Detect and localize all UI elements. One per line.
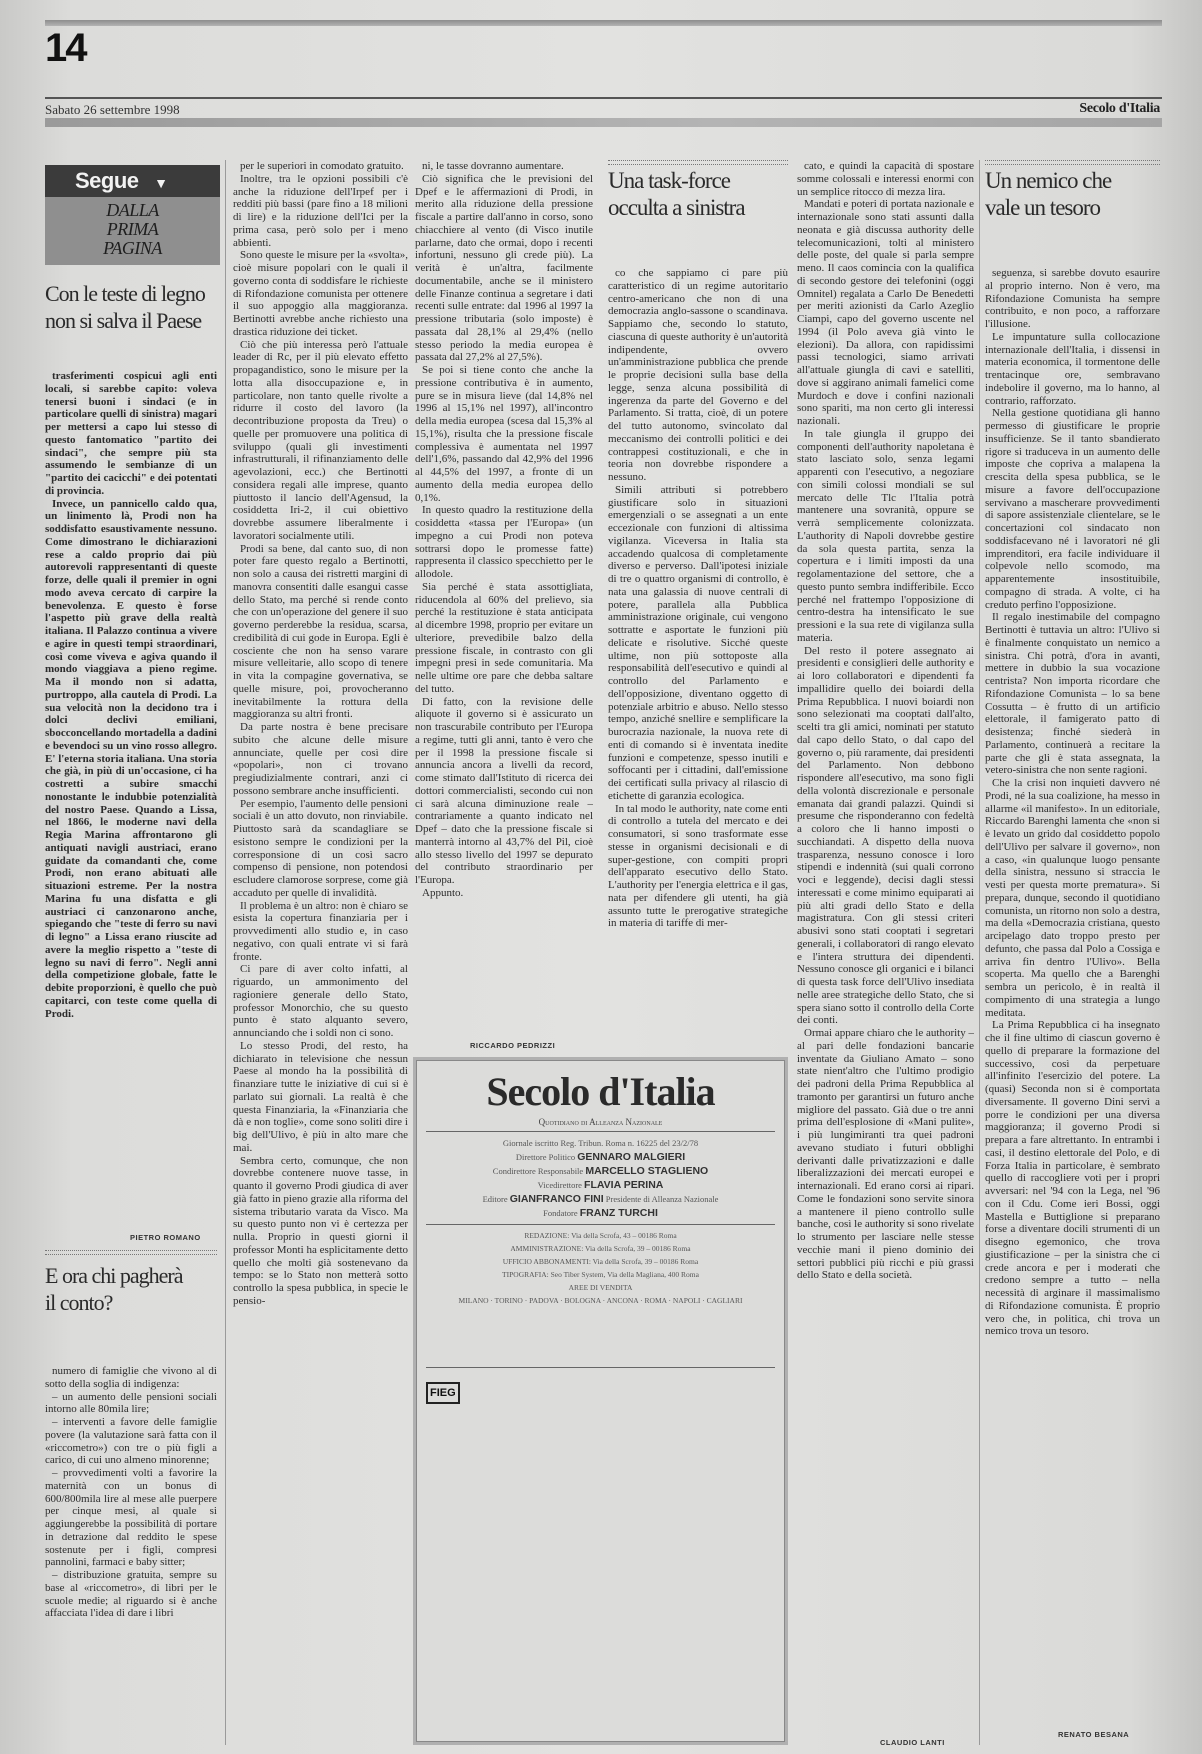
info-line: MILANO · TORINO · PADOVA · BOLOGNA · ANCONA · ROMA · NAPOLI · CAGLIARI bbox=[458, 1296, 743, 1305]
article3-body-col5 bbox=[797, 160, 974, 1737]
header-band bbox=[45, 118, 1162, 127]
paragraph: Per esempio, l'aumento delle pensioni sociali è un atto dovuto, non rinviabile. Piuttosto sarà da scandagliare se esistono sempre le condizioni per la corresponsione di un così sacro compenso di pensione, non potendosi escludere clamorose sorprese, come già accaduto per quelle di invalidità. bbox=[233, 797, 408, 899]
info-line: AMMINISTRAZIONE: Via della Scrofa, 39 – 00186 Roma bbox=[510, 1244, 691, 1253]
paragraph: Invece, un pannicello caldo qua, un linimento là, Prodi non ha soddisfatto esaustivamente nessuno. Come dimostrano le dichiarazioni rese a caldo proprio dai più autorevoli rappresentanti di queste forze, delle quali il premier in ogni modo aveva cercato di carpire la benevolenza. E questo è forse l'aspetto più grave della realtà italiana. Il Palazzo continua a vivere e agire in questi tempi straordinari, così come viveva e agiva quando il mondo viaggiava a pieno regime. Ma il mondo non si adatta, purtroppo, alla cautela di Prodi. La sua velocità non la decidono tra i dolci declivi emiliani, sbocconcellando mortadella a dadini e bevendoci su un vino rosso allegro. E' l'eterna storia italiana. Una storia che già, in più di un'occasione, ci ha costretti a subire smacchi nonostante le indubbie potenzialità del nostro Paese. Quando a Lissa, nel 1866, le moderne navi della Regia Marina affrontarono gli antiquati navigli austriaci, erano guidate da comandanti che, come Prodi, non erano abituati alle situazioni estreme. Per la nostra Marina fu una disfatta e gli austriaci ci canzonarono anche, spiegando che "teste di ferro su navi di legno" a Lissa erano riuscite ad avere la meglio rispetto a "teste di legno su navi di ferro". Negli anni della competizione globale, fatte le debite proporzioni, è quello che può capitarci, con teste come quella di Prodi. bbox=[45, 497, 217, 1020]
paragraph: Il regalo inestimabile del compagno Bertinotti è tuttavia un altro: l'Ulivo si è finalmente conquistato un nemico a sinistra. Chi potrà, d'ora in avanti, mettere in dubbio la sua vocazione centrista? Non importa ricordare che Rifondazione Comunista – lo sa bene Cossutta – è frutto di un artificio elettorale, il famigerato patto di desistenza; finché siederà in Parlamento, continuerà a recitare la parte che gli è stata assegnata, la vetero-sinistra che non sente ragioni. bbox=[985, 611, 1160, 777]
staff-line bbox=[416, 1150, 785, 1164]
staff-line bbox=[416, 1192, 785, 1206]
paragraph: ni, le tasse dovranno aumentare. bbox=[422, 160, 564, 172]
article3-headline: Una task-force occulta a sinistra bbox=[608, 168, 745, 220]
paragraph: Ciò che più interessa però l'attuale leader di Rc, per il più elevato effetto propagandistico, sono le misure per la lotta alla disoccupazione e, in particolare, non tanto quelle rivolte a ridurre il costo del lavoro (la decontribuzione proposta da Treu) o quelle per promuovere una politica di sviluppo (quali gli investimenti infrastrutturali, il rifinanziamento delle agevolazioni, ecc.) che Bertinotti considera regali alle imprese, quanto piuttosto il lancio dell'Agensud, la cosiddetta Iri-2, il cui obiettivo dovrebbe assumere liberalmente i lavoratori socialmente utili. bbox=[233, 338, 408, 542]
paragraph: Nella gestione quotidiana gli hanno permesso di giustificare le proprie insufficienze. Se il tanto sbandierato rigore si traduceva in un aumento delle imposte che copriva a malapena la crescita della spesa pubblica, se le misure a favore dell'occupazione servivano a mascherare provvedimenti di sapore assistenziale clientelare, se le concertazioni col sindacato non soddisfacevano né i lavoratori né gli imprenditori, era facile individuare il colpevole nello scomodo, ma apparentemente insostituibile, compagno di strada. A volte, ci ha creduto perfino l'opposizione. bbox=[985, 407, 1160, 611]
staff-role: Condirettore Responsabile bbox=[492, 1166, 584, 1176]
info-line: UFFICIO ABBONAMENTI: Via della Scrofa, 39 – 00186 Roma bbox=[502, 1257, 699, 1266]
masthead-title: Secolo d'Italia bbox=[486, 1069, 715, 1114]
paragraph: co che sappiamo ci pare più caratteristico di un regime autoritario centro-americano che non di una democrazia anglo-sassone o scandinava. Sappiamo che, secondo lo statuto, ciascuna di queste authority è un'autorità indipendente, ovvero un'amministrazione pubblica che prende le proprie decisioni sulla base della legge, senza alcuna possibilità di ingerenza da parte del Governo e del Parlamento. Si tratta, cioè, di un potere del tutto autonomo, svincolato dal meccanismo dei controlli politici e dei contrappesi costituzionali, e che in teoria non dovrebbe rispondere a nessuno. bbox=[608, 267, 788, 483]
article3-byline: CLAUDIO LANTI bbox=[880, 1738, 945, 1747]
article2-headline: E ora chi pagherà il conto? bbox=[45, 1263, 183, 1315]
paragraph: seguenza, si sarebbe dovuto esaurire al proprio interno. Non è vero, ma Rifondazione Comunista ha sempre contribuito, e non poco, a rafforzare l'illusione. bbox=[985, 267, 1160, 330]
staff-line bbox=[416, 1206, 785, 1220]
masthead-box bbox=[413, 1057, 788, 1745]
divider bbox=[985, 160, 1160, 165]
article2-byline: RICCARDO PEDRIZZI bbox=[470, 1041, 556, 1050]
paragraph: per le superiori in comodato gratuito. bbox=[240, 160, 404, 172]
paragraph: Ciò significa che le previsioni del Dpef e le affermazioni di Prodi, in merito alla riduzione della pressione fiscale a partire dall'anno in corso, sono chiacchiere al vento (di Visco inutile parlarne, dato che ormai, dopo i recenti infortuni, nessuno gli crede più). La verità è un'altra, facilmente documentabile, anche se il ministero delle Finanze continua a segretare i dati recenti sulle entrate: dal 1996 al 1997 la pressione tributaria (solo imposte) è passata dal 28,1% al 29,4% (nello stesso periodo la media europea è passata dal 27,2% al 27,5%). bbox=[415, 172, 593, 364]
paragraph: Appunto. bbox=[422, 886, 464, 899]
segue-label: Segue bbox=[75, 168, 139, 193]
column-rule bbox=[979, 160, 980, 1745]
divider bbox=[45, 1250, 217, 1255]
paragraph: – distribuzione gratuita, sempre su base al «riccometro», di libri per le scuole medie; al riguardo si è anche affacciata l'idea di dare i libri bbox=[45, 1569, 217, 1620]
staff-name: FLAVIA PERINA bbox=[584, 1179, 664, 1191]
paragraph: Sia perché è stata assottigliata, riducendola al 60% del prelievo, sia perché la restituzione è stata anticipata al dicembre 1998, proprio per evitare un ulteriore, prevedibile balzo della pressione fiscale, in contrasto con gli impegni presi in sede comunitaria. Ma nelle ultime ore pare che debba saltare del tutto. bbox=[415, 580, 593, 695]
article1-headline: Con le teste di legno non si salva il Paese bbox=[45, 281, 205, 333]
staff-name: GIANFRANCO FINI bbox=[509, 1193, 604, 1205]
segue-header bbox=[45, 165, 220, 197]
paragraph: – provvedimenti volti a favorire la maternità con un bonus di 600/800mila lire al mese alle puerpere per cinque mesi, al quale si aggiungerebbe la possibilità di portare in detrazione dal reddito le spese sostenute per i figli, compresi pannolini, farmaci e baby sitter; bbox=[45, 1467, 217, 1569]
paragraph: – interventi a favore delle famiglie povere (la valutazione sarà fatta con il «riccometro») con tre o più figli a carico, di cui uno almeno minorenne; bbox=[45, 1416, 217, 1467]
paragraph: Se poi si tiene conto che anche la pressione contributiva è in aumento, pure se in misura lieve (dal 14,8% nel 1996 al 15,1% nel 1997), all'incontro della media europea (scesa dal 15,3% al 15,1%), risulta che la pressione fiscale complessiva è aumentata nel 1997 dell'1,6%, passando dal 42,9% del 1996 al 44,5% del 1997, a fronte di un aumento della media europea dello 0,1%. bbox=[415, 364, 593, 504]
staff-role: Direttore Politico bbox=[515, 1152, 576, 1162]
staff-role: Vicedirettore bbox=[537, 1180, 582, 1190]
article1-byline: PIETRO ROMANO bbox=[130, 1233, 201, 1242]
paragraph: cato, e quindi la capacità di spostare somme colossali e interessi enormi con un semplice ritocco di mezza lira. bbox=[797, 160, 974, 198]
paragraph: Che la crisi non inquieti davvero né Prodi, né la sua coalizione, ha messo in allarme «il manifesto». In un editoriale, Riccardo Barenghi lamenta che «non si è levato un grido dal cosiddetto popolo dell'Ulivo per salvare il governo», non a caso, «in qualunque luogo pensante della sinistra, nessuno si straccia le vesti per questa morte prematura». Si prepara, dunque, secondo il quotidiano comunista, un ritorno non solo a destra, ma della «Democrazia cristiana, questo arcipelago dato troppo presto per defunto, che passa dal Polo a Cossiga e arriva fin dentro l'Ulivo». Bella scoperta. Ma quello che a Barenghi sembra un pericolo, è in realtà il compimento di una strategia a lungo meditata. bbox=[985, 777, 1160, 1019]
article2-body-col3 bbox=[415, 160, 593, 1040]
fieg-logo: FIEG bbox=[426, 1382, 460, 1404]
info-line: REDAZIONE: Via della Scrofa, 43 – 00186 Roma bbox=[524, 1231, 677, 1240]
segue-subtitle: DALLA PRIMA PAGINA bbox=[45, 197, 220, 265]
staff-note: Presidente di Alleanza Nazionale bbox=[605, 1194, 719, 1204]
paragraph: In tal modo le authority, nate come enti di controllo a tutela del mercato e dei consumatori, si sono trasformate esse stesse in organismi decisionali e di super-gestione, con compiti propri dell'apparato esecutivo dello Stato. L'authority per l'energia elettrica e il gas, nata per difendere gli utenti, ha già assunto tutte le prerogative strategiche in materia di tariffe di mer- bbox=[608, 802, 788, 930]
staff-name: GENNARO MALGIERI bbox=[577, 1151, 686, 1163]
info-line: TIPOGRAFIA: Seo Tiber System, Via della Magliana, 400 Roma bbox=[502, 1270, 699, 1279]
top-rule bbox=[45, 20, 1162, 26]
staff-name: FRANZ TURCHI bbox=[579, 1207, 658, 1219]
article1-body bbox=[45, 370, 217, 1228]
staff-name: MARCELLO STAGLIENO bbox=[585, 1165, 709, 1177]
article3-body-col4 bbox=[608, 267, 788, 1047]
staff-list bbox=[416, 1150, 785, 1220]
paragraph: Ci pare di aver colto infatti, al riguardo, un ammonimento del ragioniere generale dello Stato, professor Monorchio, che su questo punto è stato alquanto severo, annunciando che i soldi non ci sono. bbox=[233, 963, 408, 1039]
article2-body-col1 bbox=[45, 1365, 217, 1745]
paragraph: Ormai appare chiaro che le authority – al pari delle fondazioni bancarie inventate da Giuliano Amato – sono state nient'altro che l'ultimo prodigio dei padroni della Prima Repubblica al tramonto per garantirsi un futuro anche migliore del passato. Già due o tre anni prima dell'esplosione di «Mani pulite», i più lungimiranti tra quei padroni avevano studiato i futuri obblighi derivanti dalle privatizzazioni e dalle liberalizzazioni dei mercati europei e internazionali. Ed erano corsi ai ripari. Come le fondazioni sono servite sinora a mantenere il pieno controllo sulle banche, così le authority si sono rivelate lo strumento per lasciare nelle stesse vecchie mani il pieno dominio dei settori pubblici più ricchi e più grassi dello Stato e della società. bbox=[797, 1027, 974, 1282]
article4-byline: RENATO BESANA bbox=[1058, 1730, 1130, 1739]
staff-line bbox=[416, 1178, 785, 1192]
publisher-info bbox=[416, 1229, 785, 1307]
article2-body-col2 bbox=[233, 160, 408, 1747]
paragraph: La Prima Repubblica ci ha insegnato che il fine ultimo di ciascun governo è quello di preparare la formazione del successivo, così da perpetuare all'infinito l'esercizio del potere. La (quasi) Seconda non si è comportata diversamente. Il governo Dini servì a porre le condizioni per una diversa maggioranza; il governo Prodi si prepara a fare altrettanto. In entrambi i casi, il destino elettorale del Polo, e di Forza Italia in particolare, è sembrato quello di raccogliere voti per i propri avversari: nel '94 con la Lega, nel '96 con il Cdu. Come ieri Bossi, oggi Mastella e Buttiglione si preparano forse a diventare docili strumenti di un disegno egemonico, che trova giustificazione – per la sinistra che ci crede ancora e per i moderati che credono sempre a tutto – nella necessità di arginare il massimalismo di Rifondazione comunista. È proprio vero che, in politica, chi trova un nemico trova un tesoro. bbox=[985, 1019, 1160, 1338]
paragraph: Il problema è un altro: non è chiaro se esista la copertura finanziaria per i provvedimenti allo studio e, in caso negativo, con quali entrate vi si farà fronte. bbox=[233, 899, 408, 963]
paragraph: Mandati e poteri di portata nazionale e internazionale sono stati assunti dalla neonata e già discussa authority delle telecomunicazioni, tolti al ministero delle poste, del quale si parla sempre meno. Il caos comincia con la qualifica di secondo gestore dei telefonini (oggi Omnitel) regalata a Carlo De Benedetti per meriti azionisti da Carlo Azeglio Ciampi, capo del governo uscente nel 1994 (il Polo aveva già vinto le elezioni). Da allora, con rapidissimi passi tecnologici, siamo arrivati all'attuale giungla di cavi e satelliti, dove si aggirano animali famelici come Murdoch e dove i confini nazionali sono spariti, ma non certo gli interessi nazionali. bbox=[797, 198, 974, 427]
paragraph: Inoltre, tra le opzioni possibili c'è anche la riduzione dell'Irpef per i redditi più bassi (pare fino a 18 milioni di lire) e la riduzione dell'Ici per la prima casa, però solo per i meno abbienti. bbox=[233, 172, 408, 249]
info-line: AREE DI VENDITA bbox=[568, 1283, 633, 1292]
paragraph: Prodi sa bene, dal canto suo, di non poter fare questo regalo a Bertinotti, non solo a causa dei ristretti margini di manovra consentiti dalle esangui casse dello Stato, ma perché si rende conto che con un'operazione del genere il suo governo perderebbe la residua, scarsa, credibilità di cui gode in Europa. Egli è cosciente che non ha senso varare misure velleitarie, allo scopo di tenere in vita la compagine governativa, se quelle misure, poi, provocheranno inevitabilmente la rottura della maggioranza su altri fronti. bbox=[233, 542, 408, 721]
divider bbox=[608, 160, 788, 165]
paragraph: Di fatto, con la revisione delle aliquote il governo si è assicurato un non trascurabile contributo per l'Europa a regime, tutti gli anni, tanto è vero che per il 1998 la pressione fiscale si annuncia ancora a livelli da record, come stimato dall'Istituto di ricerca dei dottori commercialisti, secondo cui non ci sarà alcuna diminuzione reale – contrariamente a quanto indicato nel Dpef – dato che la pressione fiscale si manterrà intorno al 43,7% del Pil, cioè allo stesso livello del 1997 se depurato del contributo straordinario per l'Europa. bbox=[415, 695, 593, 886]
fieg-area bbox=[416, 1372, 785, 1414]
masthead-subtitle: Quotidiano di Alleanza Nazionale bbox=[538, 1117, 663, 1127]
header-rule bbox=[45, 97, 1162, 99]
paragraph: Simili attributi si potrebbero giustificare solo in situazioni emergenziali o se assegnati a un ente eccezionale con funzioni di altissima vigilanza. Viceversa in Italia sta accadendo qualcosa di completamente diverso e perverso. Dall'ipotesi iniziale di tre o quattro organismi di controllo, è nata una galassia di nuove centrali di potere, parallela alla Pubblica amministrazione originale, cui vengono sottratte e asportate le funzioni più delicate e risolutive. Sicché queste ultime, non più sottoposte alla responsabilità dell'esecutivo e quindi al controllo del Parlamento e dell'opposizione, diventano oggetto di potenziale arbitrio e abuso. Nello stesso tempo, anziché snellire e semplificare la burocrazia nazionale, la nuova rete di enti di comando si è inventata inedite funzioni e competenze, spesso inutili e soffocanti per i cittadini, dall'emissione dei certificati sulla privacy al rilascio di etichette di garanzia ecologica. bbox=[608, 483, 788, 802]
paragraph: Le impuntature sulla collocazione internazionale dell'Italia, i dissensi in materia economica, il tormentone delle trentacinque ore, sembravano indebolire il governo, ma lo hanno, al contrario, rafforzato. bbox=[985, 330, 1160, 407]
staff-role: Fondatore bbox=[543, 1208, 578, 1218]
page-number: 14 bbox=[45, 26, 86, 70]
staff-role: Editore bbox=[482, 1194, 508, 1204]
paragraph: Sono queste le misure per la «svolta», cioè misure popolari con le quali il governo conta di soddisfare le richieste di Rifondazione comunista per ottenere il suo appoggio alla maggioranza. Bertinotti avrebbe anche richiesto una drastica riduzione dei ticket. bbox=[233, 249, 408, 338]
chevron-down-icon: ▼ bbox=[154, 175, 168, 191]
paragraph: trasferimenti cospicui agli enti locali, si sarebbe capito: voleva tenersi buoni i sindaci (e in particolare quelli di sinistra) magari per mettersi a capo lui stesso di questo fantomatico "partito dei sindaci", che sempre più sta assumendo le sembianze di un "partito dei cacicchi" e dei potentati di provincia. bbox=[45, 370, 217, 497]
article4-body bbox=[985, 267, 1160, 1727]
segue-box bbox=[45, 165, 220, 265]
paragraph: Sembra certo, comunque, che non dovrebbe contenere nuove tasse, in quanto il governo Prodi giudica di aver già fatto in pieno grazie alla riforma del sistema tributario varata da Visco. Ma su questo punto non vi è certezza per nulla. Proprio in questi giorni il professor Monti ha esplicitamente detto quello che molti già sostenevano da tempo: se lo Stato non metterà sotto controllo la spesa pubblica, in specie le pensio- bbox=[233, 1154, 408, 1307]
paragraph: In tale giungla il gruppo dei componenti dell'authority napoletana è stato lasciato solo, senza legami apparenti con l'esecutivo, a negoziare con simili colossi mondiali se sul mercato delle Tlc l'Italia potrà mantenere una sovranità, oppure se verrà semplicemente colonizzata. L'authority di Napoli dovrebbe gestire da sola questa partita, senza la copertura e i limiti imposti da una regolamentazione del settore, che a questo punto sembra indifferibile. Ecco perché nel frattempo l'opposizione di centro-destra ha intensificato le sue pressioni e la sua rete di vigilanza sulla materia. bbox=[797, 427, 974, 644]
issue-date: Sabato 26 settembre 1998 bbox=[45, 102, 180, 117]
paragraph: In questo quadro la restituzione della cosiddetta «tassa per l'Europa» (un impegno a cui Prodi non poteva sottrarsi dopo le promesse fatte) rappresenta il classico specchietto per le allodole. bbox=[415, 504, 593, 580]
paragraph: Da parte nostra è bene precisare subito che alcune delle misure annunciate, quelle per così dire «popolari», non ci trovano pregiudizialmente contrari, anzi ci possono sembrare anche insufficienti. bbox=[233, 721, 408, 797]
paragraph: Lo stesso Prodi, del resto, ha dichiarato in televisione che nessun Paese al mondo ha la possibilità di finanziare tutte le iniziative di cui si è parlato sui giornali. La realtà è che questa Finanziaria, la «Finanziaria che dà e non toglie», come sono soliti dire i big dell'Ulivo, è più in alto mare che mai. bbox=[233, 1039, 408, 1154]
staff-line bbox=[416, 1164, 785, 1178]
paragraph: numero di famiglie che vivono al di sotto della soglia di indigenza: bbox=[45, 1365, 217, 1390]
paragraph: Del resto il potere assegnato ai presidenti e consiglieri delle authority e ai loro collaboratori e dipendenti fa impallidire quello dei boiardi della Prima Repubblica. I nuovi boiardi non sono selezionati ma cooptati dall'alto, scelti tra gli amici, nominati per statuto dal capo dello Stato, o dal capo del governo o, più raramente, dai presidenti del Parlamento. Non debbono rispondere all'esecutivo, ma sono figli della volontà discrezionale e personale emanata dai grandi palazzi. Quindi si presume che risponderanno con fedeltà a coloro che li hanno imposti o succhiandati. A dispetto della nuova trasparenza, nessuno conosce i loro stipendi e indennità (sui quali corrono voci e leggende), decisi dagli stessi interessati e come minimo equiparati ai più alti gradi dello Stato e della magistratura. Con gli stessi criteri abusivi sono stati cooptati i segretari generali, i collaboratori di rango elevato e l'intera struttura dei dipendenti. Nessuno conosce gli organici e i bilanci di questa task force dell'Ulivo insediata nelle aree strategiche dello Stato, che si spera siano sotto il controllo della Corte dei conti. bbox=[797, 644, 974, 1027]
article4-headline: Un nemico che vale un tesoro bbox=[985, 168, 1112, 220]
newspaper-name: Secolo d'Italia bbox=[1079, 101, 1160, 116]
paragraph: – un aumento delle pensioni sociali intorno alle 80mila lire; bbox=[45, 1390, 217, 1416]
column-rule bbox=[225, 160, 226, 1745]
masthead-registration: Giornale iscritto Reg. Tribun. Roma n. 16225 del 23/2/78 bbox=[502, 1138, 699, 1148]
